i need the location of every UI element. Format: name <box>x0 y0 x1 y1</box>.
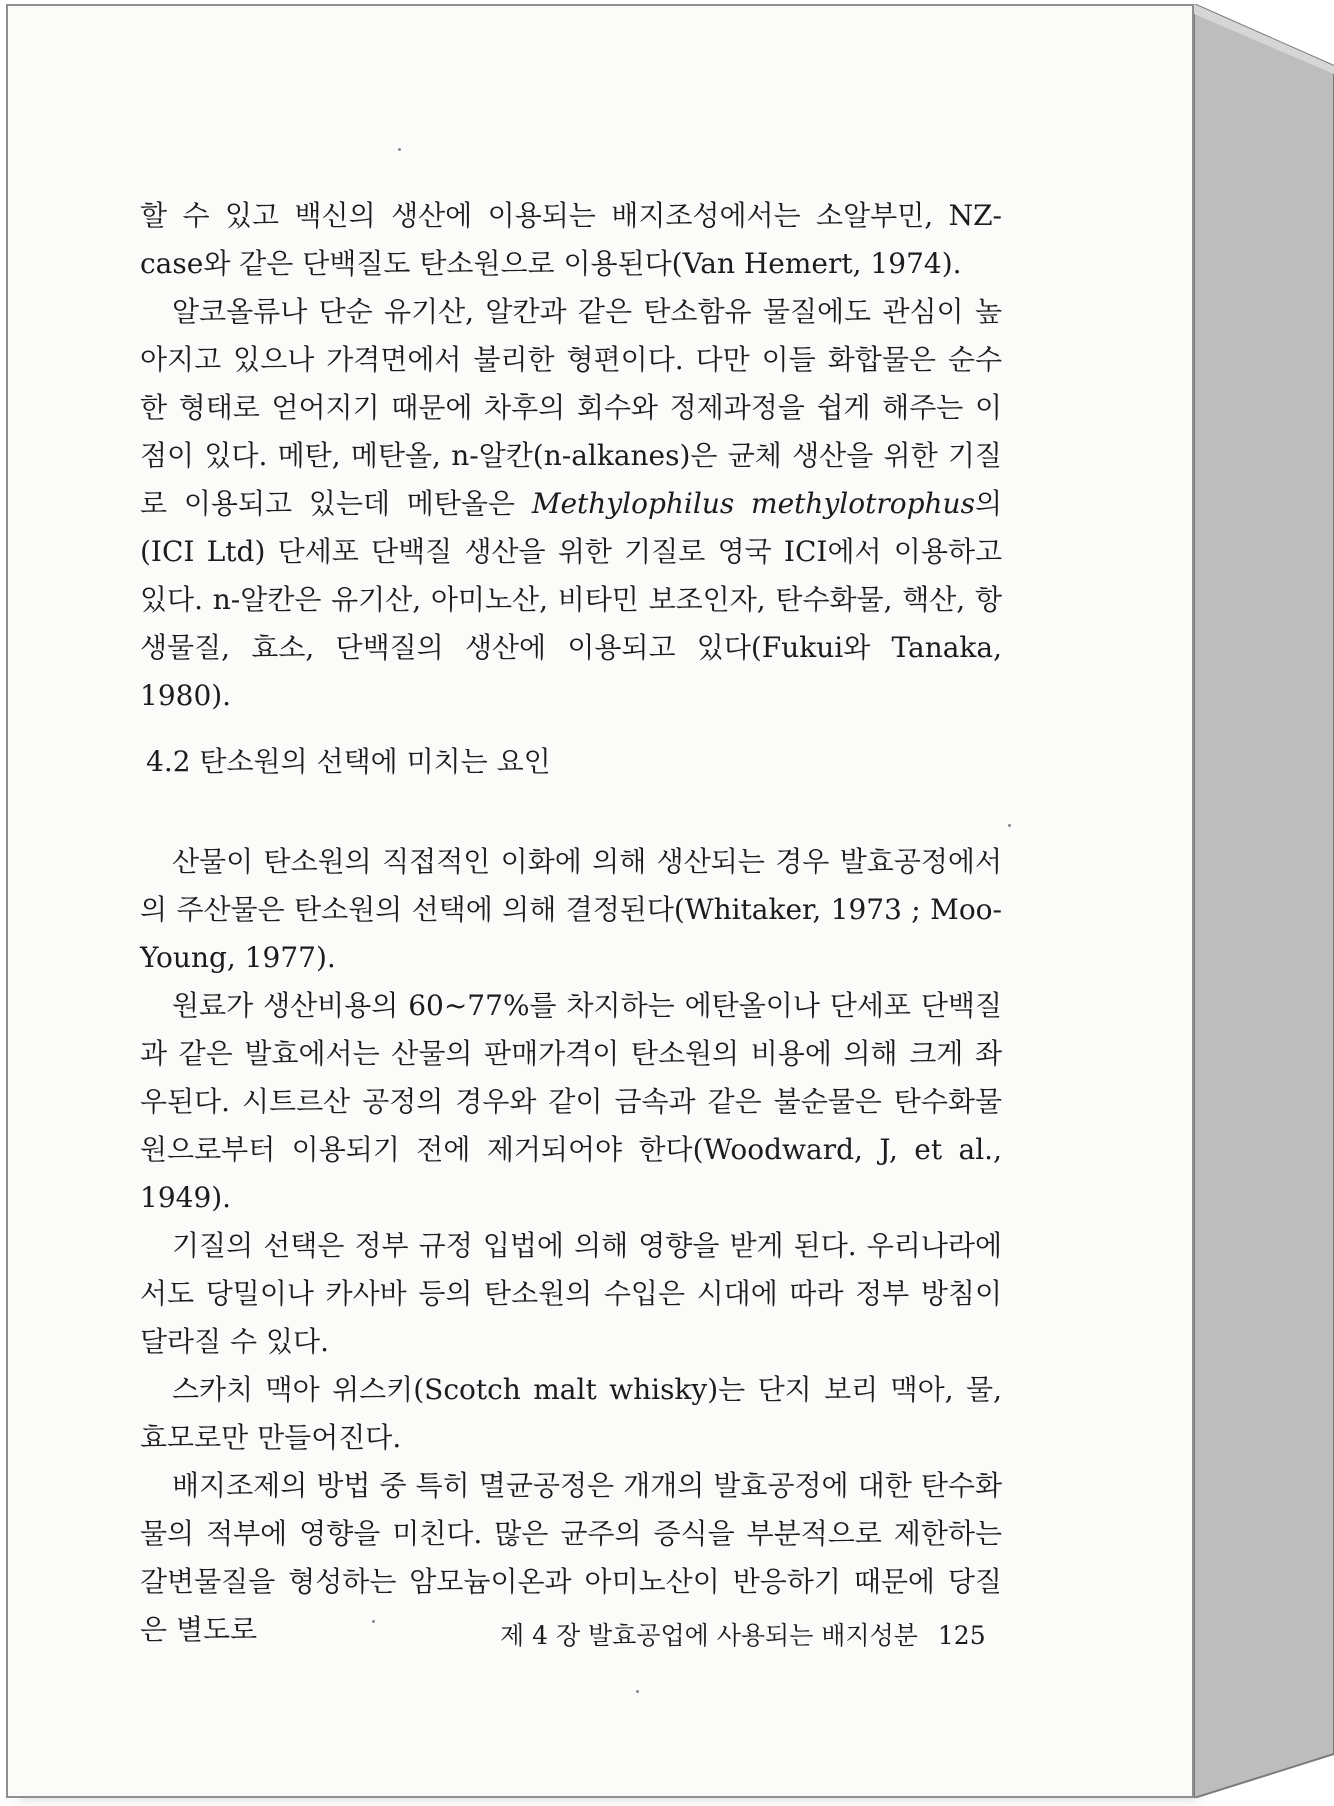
paragraph-text: 의(ICI Ltd) 단세포 단백질 생산을 위한 기질로 영국 ICI에서 이용하고 있다. n-알칸은 유기산, 아미노산, 비타민 보조인자, 탄수화물, 핵산, 항생물질, 효소, 단백질의 생산에 이용되고 있다(Fukui와 Tanaka, 1980). <box>140 487 1002 712</box>
book-spine-side <box>1194 4 1334 1798</box>
species-name: Methylophilus methylotrophus <box>531 487 975 520</box>
paragraph-text: 알코올류나 단순 유기산, 알칸과 같은 탄소함유 물질에도 관심이 높아지고 있으나 가격면에서 불리한 형편이다. 다만 이들 화합물은 순수한 형태로 얻어지기 때문에 차후의 회수와 정제과정을 쉽게 해주는 이점이 있다. 메탄, 메탄올, n-알칸(n-alkanes)은 균체 생산을 위한 기질로 이용되고 있는데 메탄올은 <box>140 295 1002 520</box>
scan-speck <box>1008 824 1011 827</box>
body-text-top <box>140 192 1002 720</box>
paragraph: 기질의 선택은 정부 규정 입법에 의해 영향을 받게 된다. 우리나라에서도 당밀이나 카사바 등의 탄소원의 수입은 시대에 따라 정부 방침이 달라질 수 있다. <box>140 1229 1002 1358</box>
scan-speck <box>398 148 401 151</box>
page-number: 125 <box>937 1621 986 1650</box>
paragraph: 스카치 맥아 위스키(Scotch malt whisky)는 단지 보리 맥아, 물, 효모로만 만들어진다. <box>140 1373 1002 1454</box>
body-text-bottom <box>140 838 1002 1654</box>
paragraph <box>140 288 1002 720</box>
chapter-title: 제 4 장 발효공업에 사용되는 배지성분 <box>500 1621 918 1650</box>
paragraph: 원료가 생산비용의 60~77%를 차지하는 에탄올이나 단세포 단백질과 같은 발효에서는 산물의 판매가격이 탄소원의 비용에 의해 크게 좌우된다. 시트르산 공정의 경우와 같이 금속과 같은 불순물은 탄수화물원으로부터 이용되기 전에 제거되어야 한다(Woodward, J, et al., 1949). <box>140 989 1002 1214</box>
section-heading: 4.2 탄소원의 선택에 미치는 요인 <box>146 745 551 778</box>
scan-speck <box>372 1620 375 1623</box>
paragraph: 배지조제의 방법 중 특히 멸균공정은 개개의 발효공정에 대한 탄수화물의 적부에 영향을 미친다. 많은 균주의 증식을 부분적으로 제한하는 갈변물질을 형성하는 암모늄이온과 아미노산이 반응하기 때문에 당질은 별도로 <box>140 1469 1002 1646</box>
paragraph: 산물이 탄소원의 직접적인 이화에 의해 생산되는 경우 발효공정에서의 주산물은 탄소원의 선택에 의해 결정된다(Whitaker, 1973 ; Moo-Young, 1977). <box>140 845 1002 974</box>
running-footer <box>500 1616 986 1652</box>
scan-speck <box>636 1690 639 1693</box>
paragraph: 할 수 있고 백신의 생산에 이용되는 배지조성에서는 소알부민, NZ-case와 같은 단백질도 탄소원으로 이용된다(Van Hemert, 1974). <box>140 199 1002 280</box>
